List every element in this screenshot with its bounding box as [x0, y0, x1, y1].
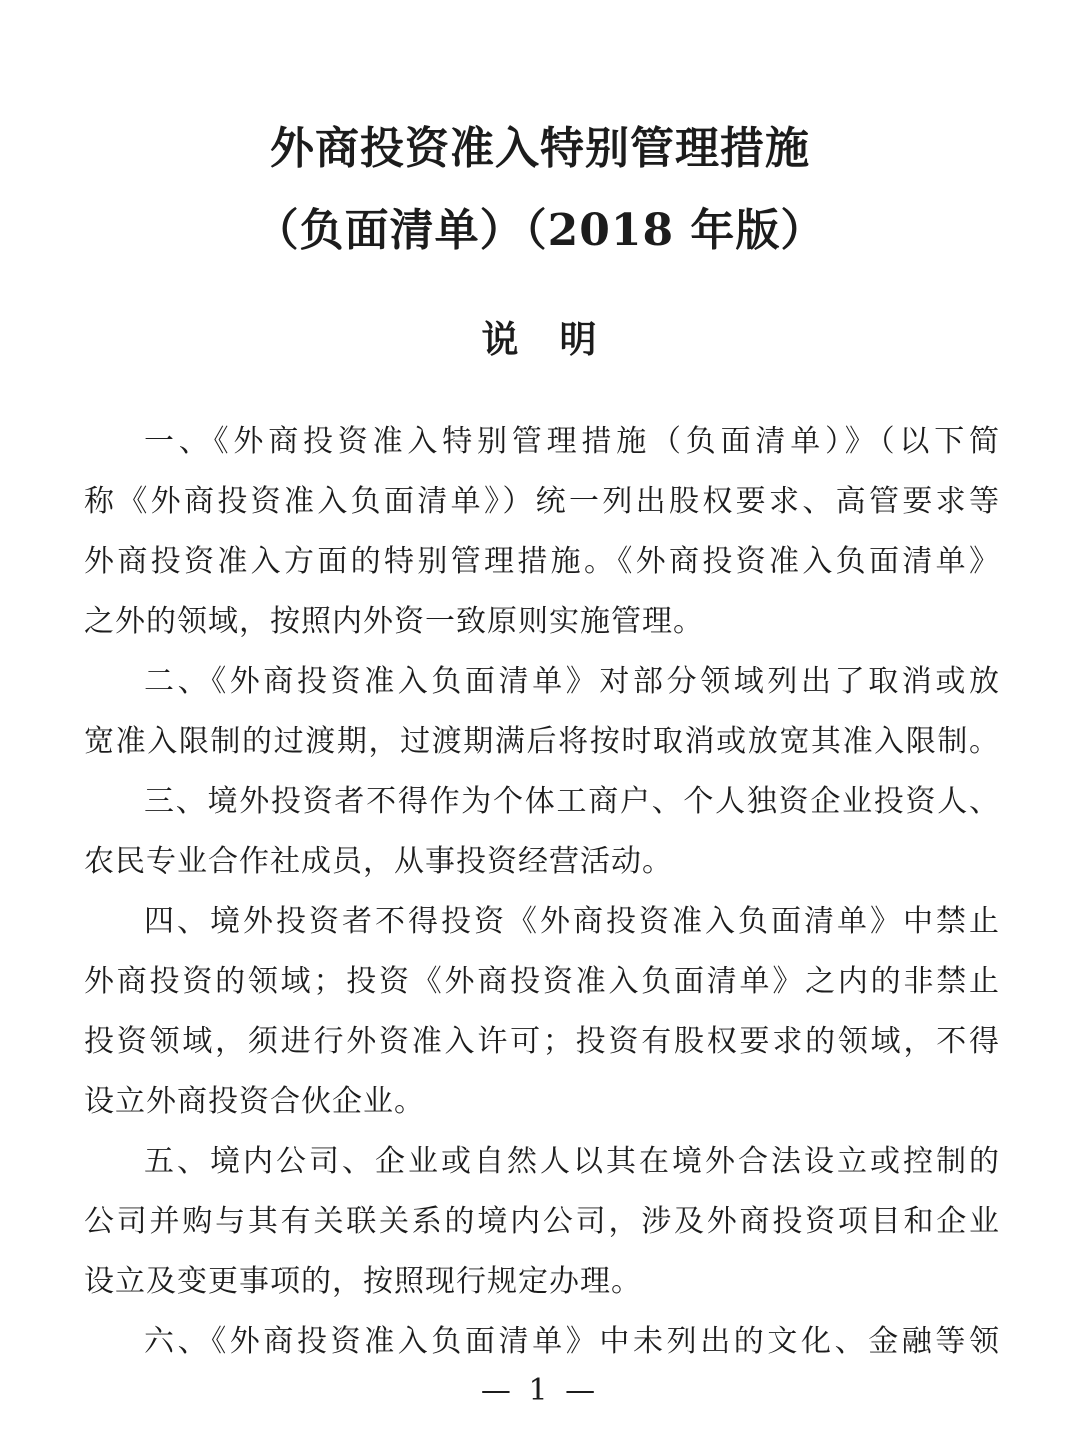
page-number: — 1 — — [480, 1373, 600, 1408]
text-line: 农民专业合作社成员，从事投资经营活动。 — [84, 844, 673, 879]
text-line: 五、境内公司、企业或自然人以其在境外合法设立或控制的 — [144, 1144, 1000, 1179]
document-body — [84, 412, 1000, 1372]
text-line: 设立外商投资合伙企业。 — [84, 1084, 425, 1119]
paragraph-6 — [84, 1312, 1000, 1372]
text-line: 一、《外商投资准入特别管理措施（负面清单）》（以下简 — [144, 424, 1000, 459]
text-line: 宽准入限制的过渡期，过渡期满后将按时取消或放宽其准入限制。 — [84, 724, 1000, 759]
text-line: 投资领域，须进行外资准入许可；投资有股权要求的领域，不得 — [84, 1024, 1000, 1059]
text-line: 之外的领域，按照内外资一致原则实施管理。 — [84, 604, 704, 639]
text-line: 二、《外商投资准入负面清单》对部分领域列出了取消或放 — [144, 664, 1000, 699]
paragraph-3 — [84, 772, 1000, 892]
text-line: 外商投资的领域；投资《外商投资准入负面清单》之内的非禁止 — [84, 964, 1000, 999]
text-line: 三、境外投资者不得作为个体工商户、个人独资企业投资人、 — [144, 784, 1000, 819]
paragraph-5 — [84, 1132, 1000, 1312]
paragraph-4 — [84, 892, 1000, 1132]
title-line-1: 外商投资准入特别管理措施 — [270, 123, 810, 174]
document-title — [0, 108, 1080, 272]
title-line-2: （负面清单）（2018 年版） — [254, 205, 826, 256]
text-line: 四、境外投资者不得投资《外商投资准入负面清单》中禁止 — [144, 904, 1000, 939]
paragraph-1 — [84, 412, 1000, 652]
text-line: 设立及变更事项的，按照现行规定办理。 — [84, 1264, 642, 1299]
text-line: 称《外商投资准入负面清单》）统一列出股权要求、高管要求等 — [84, 484, 1000, 519]
text-line: 外商投资准入方面的特别管理措施。《外商投资准入负面清单》 — [84, 544, 1000, 579]
section-heading: 说 明 — [481, 317, 599, 361]
text-line: 六、《外商投资准入负面清单》中未列出的文化、金融等领 — [144, 1324, 1000, 1359]
paragraph-2 — [84, 652, 1000, 772]
text-line: 公司并购与其有关联关系的境内公司，涉及外商投资项目和企业 — [84, 1204, 1000, 1239]
